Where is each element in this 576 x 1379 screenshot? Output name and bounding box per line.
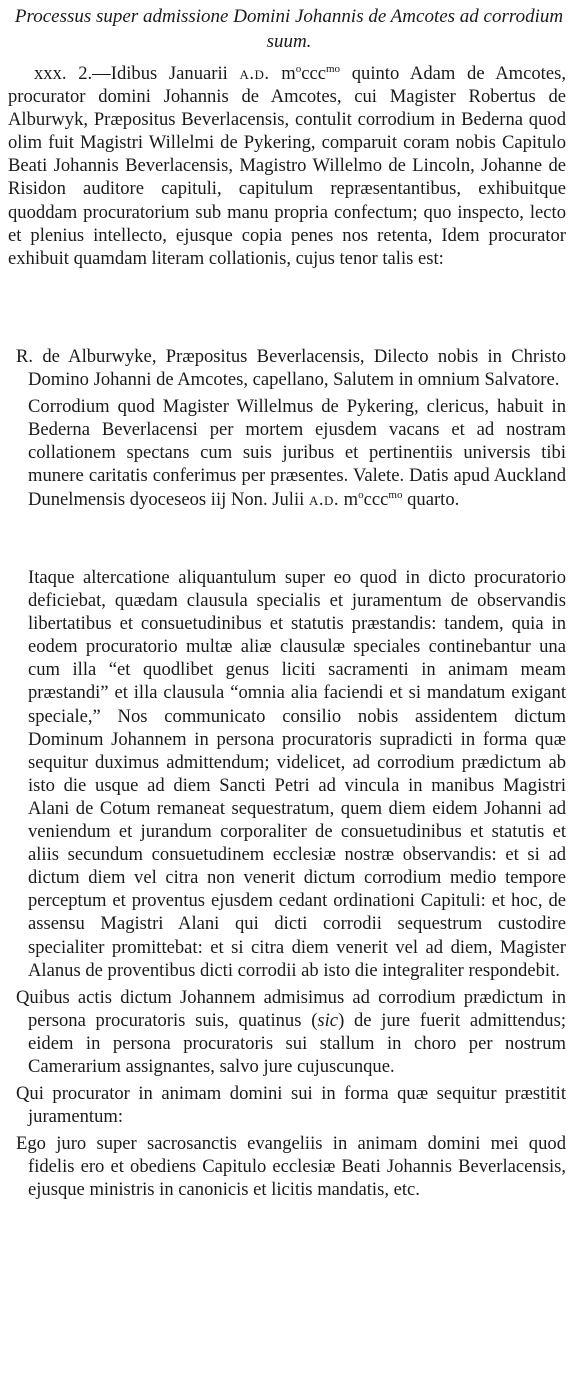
intro-text-1: —Idibus Januarii [92,63,240,84]
letter-salutation: R. de Alburwyke, Præpositus Beverlacensis, Dilecto nobis in Christo Domino Johanni de Amcotes, capellano, Salutem in omnium Salvatore. [16,346,566,391]
anno-domini-abbrev: a.d. [308,488,340,510]
letter-body-end: quarto. [402,488,460,510]
sic-annotation: sic [317,1009,339,1031]
process-paragraph-2 [16,986,566,1078]
year-part: ccc [363,488,389,510]
intro-text-2: quinto Adam de Amcotes, procurator domini Johannis de Amcotes, cui Magister Robertus de Alburwyk, Præpositus Beverlacensis, contulit corrodium in Bederna quod olim fuit Magistri Willelmi de Pykering, comparuit coram nobis Capitulo Beati Johannis Beverlacensis, Magistro Willelmo de Lincoln, Johanne de Risidon auditore capituli, capitulum repræsentantibus, exhibuitque quoddam procuratorium sub manu propria confectum; quo inspecto, lecto et plenius intellecto, ejusque copia penes nos retenta, Idem procurator exhibuit quamdam literam collationis, cujus tenor talis est: [8,63,566,269]
document-title: Processus super admissione Domini Johannis de Amcotes ad corrodium suum. [14,6,564,52]
process-block [8,566,566,1202]
process-paragraph-2-text-end: ) de jure fuerit admittendus; eidem in persona procuratoris sui stallum in choro per nostrum Camerarium assignantes, salvo jure cujuscunque. [28,1009,566,1077]
entry-number: xxx. 2. [34,63,93,84]
letter-body-text: Corrodium quod Magister Willelmus de Pykering, clericus, habuit in Bederna Beverlacensi per mortem ejusdem vacans et ad nostram collationem spectans cum suis juribus et pertinentiis universis tibi munere caritatis conferimus per præsentes. Valete. Datis apud Auckland Dunelmensis dyoceseos iij Non. Julii [28,396,566,510]
year-part: m [339,488,359,510]
letter-block [8,345,566,511]
intro-paragraph [8,62,566,270]
year-superscript: o [358,488,364,501]
anno-domini-abbrev: a.d. [239,63,270,84]
year-superscript: o [295,63,302,75]
process-paragraph-3: Qui procurator in animam domini sui in forma quæ sequitur præstitit juramentum: [16,1083,566,1128]
year-part: ccc [301,63,326,84]
process-paragraph-2-text: Quibus actis dictum Johannem admisimus ad corrodium prædictum in persona procuratoris suis, quatinus ( [16,986,566,1031]
year-superscript: mo [388,488,403,501]
oath-paragraph: Ego juro super sacrosanctis evangeliis in animam domini mei quod fidelis ero et obediens Capitulo ecclesiæ Beati Johannis Beverlacensis, ejusque ministris in canonicis et licitis mandatis, etc. [16,1133,566,1201]
letter-body [28,395,566,510]
year-part: m [269,63,296,84]
year-superscript: mo [325,63,341,75]
process-paragraph-1: Itaque altercatione aliquantulum super eo quod in dicto procuratorio deficiebat, quædam clausula specialis et juramentum de observandis libertatibus et consuetudinibus et statutis præstandis: tandem, quia in eodem procuratorio multæ aliæ clausulæ speciales continebantur una cum illa “et quodlibet genus liciti sacramenti in animam meam præstandi” et illa clausula “omnia alia faciendi et si mandatum exigant speciale,” Nos communicato consilio nobis assidentem dictum Dominum Johannem in persona procuratoris supradicti in forma quæ sequitur duximus admittendum; videlicet, ad corrodium prædictum ab isto die usque ad diem Sancti Petri ad vincula in manibus Magistri Alani de Cotum remaneat sequestratum, quem diem eidem Johanni ad veniendum et jurandum corporaliter de consuetudinibus et statutis et aliis secundum consuetudinem ecclesiæ nostræ observandis: et si ad dictum diem vel citra non venerit dictum corrodium medio tempore perceptum et proventus ejusdem cedant ordinationi Capituli: et hoc, de assensu Magistri Alani qui dicti corrodii sequestrum custodire specialiter promittebat: et si citra diem venerit vel ad diem, Magister Alanus de proventibus dicti corrodii ab isto die integraliter respondebit. [28,567,566,981]
